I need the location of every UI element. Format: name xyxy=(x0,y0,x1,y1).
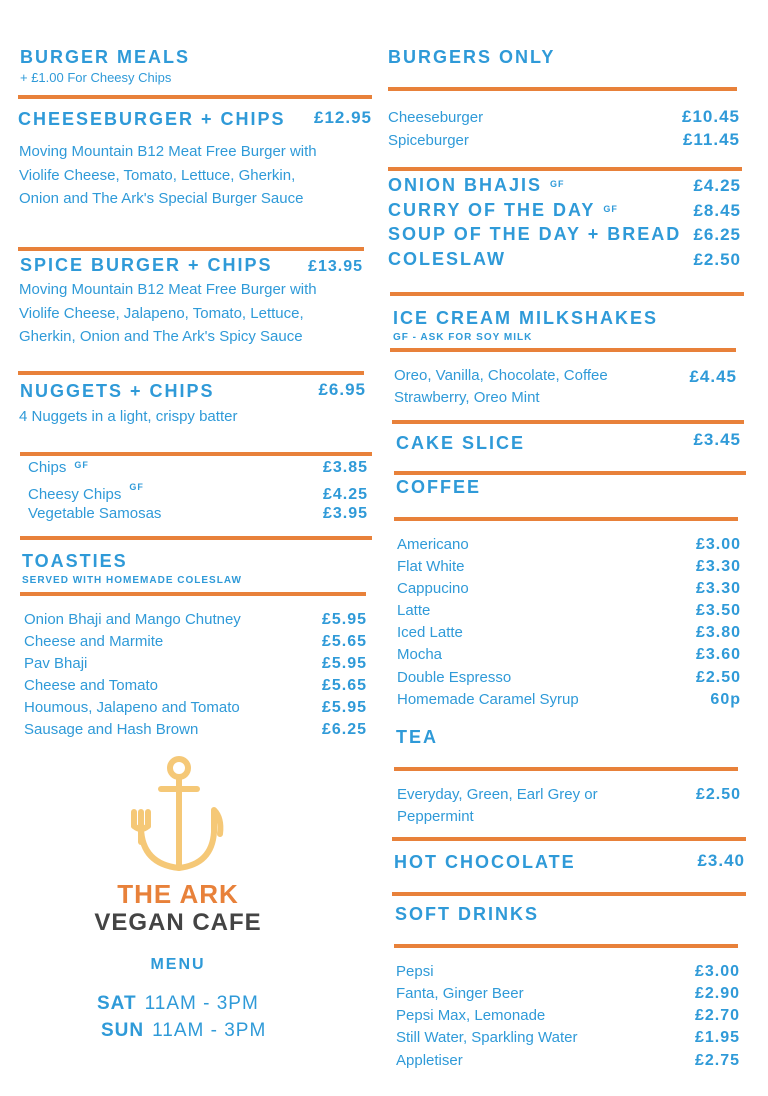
list-item xyxy=(396,1007,740,1025)
cake-price: £3.45 xyxy=(693,430,741,449)
list-item xyxy=(388,200,741,221)
divider xyxy=(392,892,746,896)
toasties-subtitle: SERVED WITH HOMEMADE COLESLAW xyxy=(22,575,242,586)
list-item xyxy=(397,669,741,687)
drink-name: Fanta, Ginger Beer xyxy=(396,985,524,1002)
drink-price: £2.75 xyxy=(694,1052,740,1069)
list-item xyxy=(24,699,367,717)
coffee-title: COFFEE xyxy=(396,477,482,497)
toastie-name: Sausage and Hash Brown xyxy=(24,721,199,738)
milkshakes-flavours-line1: Oreo, Vanilla, Chocolate, Coffee xyxy=(394,367,608,384)
coffee-name: Homemade Caramel Syrup xyxy=(397,691,579,708)
drink-price: £2.90 xyxy=(694,985,740,1002)
burger-name: Cheeseburger xyxy=(388,109,484,126)
toastie-price: £6.25 xyxy=(321,721,367,738)
tea-options-line1: Everyday, Green, Earl Grey or xyxy=(397,786,598,803)
toasties-title: TOASTIES xyxy=(22,551,128,571)
nuggets-chips-price: £6.95 xyxy=(318,380,366,399)
milkshakes-subtitle: GF - ASK FOR SOY MILK xyxy=(393,332,533,343)
coffee-price: 60p xyxy=(710,691,741,708)
divider xyxy=(394,517,738,521)
coffee-name: Flat White xyxy=(397,558,465,575)
extra-price: £8.45 xyxy=(693,201,741,220)
list-item xyxy=(28,482,368,504)
side-price: £3.95 xyxy=(322,505,368,522)
coffee-price: £3.80 xyxy=(695,624,741,641)
cheeseburger-chips-desc: Moving Mountain B12 Meat Free Burger with Violife Cheese, Tomato, Lettuce, Gherkin, Onion and The Ark's Special Burger Sauce xyxy=(19,143,317,207)
list-item xyxy=(24,721,367,739)
extra-name: SOUP OF THE DAY + BREAD xyxy=(388,224,682,244)
toastie-price: £5.95 xyxy=(321,655,367,672)
list-item xyxy=(388,224,741,245)
coffee-name: Mocha xyxy=(397,646,443,663)
side-price: £3.85 xyxy=(322,459,368,476)
drink-price: £3.00 xyxy=(694,963,740,980)
list-item xyxy=(396,1052,740,1070)
toastie-name: Pav Bhaji xyxy=(24,655,88,672)
list-item xyxy=(396,1029,740,1047)
burger-name: Spiceburger xyxy=(388,132,469,149)
gf-badge: GF xyxy=(74,460,89,470)
tea-title: TEA xyxy=(396,727,438,747)
gf-badge: GF xyxy=(603,204,618,214)
divider xyxy=(394,944,738,948)
extra-price: £2.50 xyxy=(693,250,741,269)
drink-price: £2.70 xyxy=(694,1007,740,1024)
spice-burger-chips-name: SPICE BURGER + CHIPS xyxy=(20,255,273,275)
divider xyxy=(18,371,364,375)
list-item xyxy=(388,249,741,270)
coffee-price: £3.30 xyxy=(695,580,741,597)
hours-time: 11AM - 3PM xyxy=(144,993,259,1014)
divider xyxy=(388,167,742,171)
extra-name: CURRY OF THE DAY xyxy=(388,200,596,220)
cheeseburger-chips-name: CHEESEBURGER + CHIPS xyxy=(18,109,286,129)
gf-badge: GF xyxy=(129,482,144,492)
burger-meals-subtitle: + £1.00 For Cheesy Chips xyxy=(20,70,172,85)
coffee-name: Americano xyxy=(397,536,469,553)
burger-price: £11.45 xyxy=(682,130,740,149)
list-item xyxy=(397,646,741,664)
milkshakes-flavours-line2: Strawberry, Oreo Mint xyxy=(394,389,540,406)
coffee-price: £3.00 xyxy=(695,536,741,553)
extra-price: £6.25 xyxy=(693,225,741,244)
list-item xyxy=(28,505,368,523)
nuggets-chips-name: NUGGETS + CHIPS xyxy=(20,381,215,401)
divider xyxy=(390,292,744,296)
drink-name: Pepsi xyxy=(396,963,434,980)
milkshakes-title: ICE CREAM MILKSHAKES xyxy=(393,308,659,328)
divider xyxy=(394,767,738,771)
cheeseburger-chips-price: £12.95 xyxy=(314,108,372,127)
toastie-name: Onion Bhaji and Mango Chutney xyxy=(24,611,241,628)
hot-chocolate-price: £3.40 xyxy=(697,851,745,870)
toastie-price: £5.65 xyxy=(321,677,367,694)
burger-price: £10.45 xyxy=(682,107,740,126)
toastie-name: Cheese and Marmite xyxy=(24,633,164,650)
opening-hours-sun xyxy=(101,1020,266,1042)
brand-name-line1: THE ARK xyxy=(117,879,239,909)
coffee-name: Double Espresso xyxy=(397,669,512,686)
spice-burger-chips-desc: Moving Mountain B12 Meat Free Burger with Violife Cheese, Jalapeno, Tomato, Lettuce, Gherkin, Onion and The Ark's Spicy Sauce xyxy=(19,281,317,345)
list-item xyxy=(397,624,741,642)
coffee-price: £3.60 xyxy=(695,646,741,663)
list-item xyxy=(24,633,367,651)
side-name: Cheesy Chips xyxy=(28,486,122,503)
toastie-name: Houmous, Jalapeno and Tomato xyxy=(24,699,240,716)
coffee-name: Iced Latte xyxy=(397,624,463,641)
coffee-price: £3.30 xyxy=(695,558,741,575)
hours-time: 11AM - 3PM xyxy=(152,1020,267,1041)
divider xyxy=(20,592,366,596)
list-item xyxy=(24,655,367,673)
burger-meals-title: BURGER MEALS xyxy=(20,47,191,67)
extra-name: COLESLAW xyxy=(388,249,506,269)
anchor-logo-icon xyxy=(128,752,228,876)
divider xyxy=(394,471,746,475)
tea-price: £2.50 xyxy=(695,786,741,803)
coffee-price: £3.50 xyxy=(695,602,741,619)
extra-name: ONION BHAJIS xyxy=(388,175,543,195)
list-item xyxy=(24,611,367,629)
list-item xyxy=(396,963,740,981)
list-item xyxy=(24,677,367,695)
extra-price: £4.25 xyxy=(693,176,741,195)
menu-label: MENU xyxy=(150,956,206,973)
drink-price: £1.95 xyxy=(694,1029,740,1046)
drink-name: Pepsi Max, Lemonade xyxy=(396,1007,546,1024)
hours-day: SUN xyxy=(101,1020,145,1041)
list-item xyxy=(396,985,740,1003)
soft-drinks-title: SOFT DRINKS xyxy=(395,904,540,924)
divider xyxy=(18,247,364,251)
divider xyxy=(392,420,744,424)
list-item xyxy=(397,558,741,576)
list-item xyxy=(388,107,740,127)
cake-title: CAKE SLICE xyxy=(396,433,526,453)
side-price: £4.25 xyxy=(322,486,368,503)
toastie-price: £5.95 xyxy=(321,611,367,628)
divider xyxy=(18,95,372,99)
toastie-price: £5.95 xyxy=(321,699,367,716)
burgers-only-title: BURGERS ONLY xyxy=(388,47,556,67)
list-item xyxy=(388,175,741,196)
hot-chocolate-title: HOT CHOCOLATE xyxy=(394,852,576,872)
hours-day: SAT xyxy=(97,993,137,1014)
side-name: Chips xyxy=(28,459,67,476)
tea-options-line2: Peppermint xyxy=(397,808,474,825)
list-item xyxy=(397,602,741,620)
drink-name: Appletiser xyxy=(396,1052,463,1069)
drink-name: Still Water, Sparkling Water xyxy=(396,1029,578,1046)
list-item xyxy=(28,459,368,477)
list-item xyxy=(397,580,741,598)
divider xyxy=(20,452,372,456)
opening-hours-sat xyxy=(97,993,259,1015)
brand-name-line2: VEGAN CAFE xyxy=(94,909,262,936)
divider xyxy=(392,837,746,841)
nuggets-chips-desc: 4 Nuggets in a light, crispy batter xyxy=(19,408,238,425)
toastie-name: Cheese and Tomato xyxy=(24,677,158,694)
coffee-name: Latte xyxy=(397,602,431,619)
milkshakes-price: £4.45 xyxy=(689,367,737,386)
coffee-name: Cappucino xyxy=(397,580,469,597)
gf-badge: GF xyxy=(550,179,565,189)
coffee-price: £2.50 xyxy=(695,669,741,686)
divider xyxy=(20,536,372,540)
list-item xyxy=(397,536,741,554)
toastie-price: £5.65 xyxy=(321,633,367,650)
divider xyxy=(390,348,736,352)
spice-burger-chips-price: £13.95 xyxy=(308,258,363,275)
list-item xyxy=(397,691,741,709)
divider xyxy=(388,87,737,91)
list-item xyxy=(388,130,740,150)
side-name: Vegetable Samosas xyxy=(28,505,162,522)
